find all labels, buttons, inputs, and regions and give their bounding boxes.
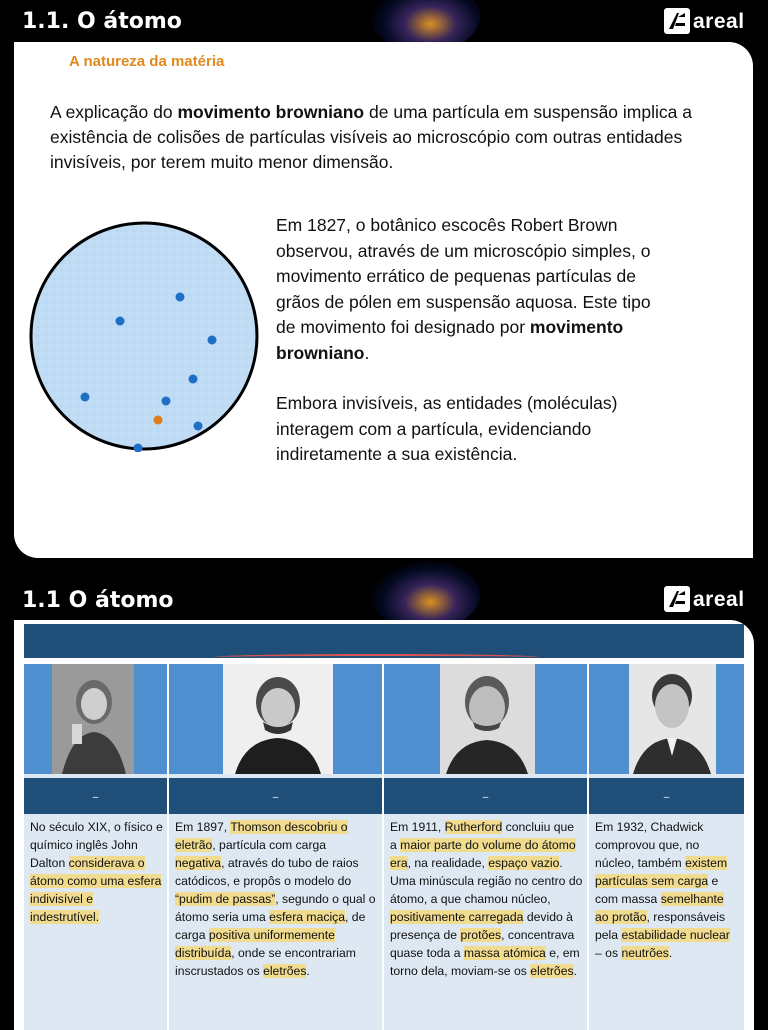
timeline-column-dalton [24, 664, 167, 1030]
description-text: , segundo o qual o átomo seria uma [175, 892, 376, 924]
header-marker: – [482, 792, 489, 803]
thomson-description [175, 818, 378, 980]
brown-paragraph [276, 213, 666, 366]
chadwick-portrait [629, 664, 716, 774]
highlighted-text: neutrões [621, 946, 669, 960]
intro-paragraph [50, 100, 710, 175]
brown-text-end: . [364, 342, 370, 363]
header-marker: – [92, 792, 99, 803]
timeline-column-thomson [169, 664, 382, 1030]
description-text: e, em torno dela, moviam-se os [390, 946, 580, 978]
highlighted-text: existem partículas sem carga [595, 856, 728, 888]
description-text: , responsáveis pela [595, 910, 726, 942]
pollen-particle-dot [154, 416, 163, 425]
particle-dot [116, 317, 125, 326]
particle-dot [162, 397, 171, 406]
chadwick-description [595, 818, 740, 962]
highlighted-text: positiva uniformemente distribuída [175, 928, 335, 960]
highlighted-text: espaço vazio [488, 856, 560, 870]
highlighted-text: estabilidade nuclear [621, 928, 730, 942]
particle-dot [81, 393, 90, 402]
description-text: devido à presença de [390, 910, 573, 942]
column-header [384, 778, 587, 814]
highlighted-text: Rutherford [444, 820, 503, 834]
brand-name: areal [693, 9, 745, 33]
highlighted-text: Thomson descobriu o eletrão [175, 820, 348, 852]
column-header [169, 778, 382, 814]
areal-logo-icon [664, 586, 690, 612]
description-text: , concentrava quase toda a [390, 928, 575, 960]
timeline-column-chadwick [589, 664, 744, 1030]
description-text: concluiu que a [390, 820, 575, 852]
header-marker: – [663, 792, 670, 803]
particle-dot [194, 422, 203, 431]
microscope-field [31, 223, 257, 449]
highlighted-text: esfera maciça [269, 910, 346, 924]
section-subtitle: A natureza da matéria [69, 53, 225, 70]
highlighted-text: semelhante ao protão [595, 892, 724, 924]
dalton-description [30, 818, 163, 926]
brand-name: areal [693, 587, 745, 611]
description-text: Em 1897, [175, 820, 231, 834]
particle-dot [176, 293, 185, 302]
intro-text: A explicação do [50, 102, 178, 122]
highlighted-text: considerava o átomo como uma esfera indivisível e indestrutível. [30, 856, 162, 924]
description-text: , através do tubo de raios catódicos, e propôs o modelo do [175, 856, 359, 888]
highlighted-text: eletrões [263, 964, 307, 978]
red-annotation-stroke [214, 654, 539, 660]
brown-text: Em 1827, o botânico escocês Robert Brown observou, através de um microscópio simples, o movimento errático de pequenas partículas de grãos de pólen em suspensão aquosa. Este tipo de movimento foi designado por [276, 215, 651, 337]
description-text: Em 1911, [390, 820, 445, 834]
description-text: Em 1932, Chadwick comprovou que, no núcleo, também [595, 820, 704, 870]
description-text: . [668, 946, 673, 960]
description-text: e com massa [595, 874, 719, 906]
brown-bold: movimento browniano [276, 317, 624, 363]
dalton-portrait [52, 664, 134, 774]
description-text: . [306, 964, 310, 978]
description-text: No século XIX, o físico e químico inglês John Dalton [30, 820, 163, 870]
areal-logo [664, 8, 745, 34]
microscope-field-illustration [28, 220, 260, 452]
timeline-table [24, 664, 744, 1030]
particle-dot [189, 375, 198, 384]
thomson-portrait [223, 664, 333, 774]
timeline-column-rutherford [384, 664, 587, 1030]
intro-bold: movimento browniano [177, 102, 365, 122]
highlighted-text: negativa [175, 856, 222, 870]
highlighted-text: “pudim de passas” [175, 892, 276, 906]
highlighted-text: eletrões [530, 964, 574, 978]
timeline-card [14, 620, 754, 1030]
highlighted-text: maior parte do volume do átomo era [390, 838, 576, 870]
description-text: . [573, 964, 577, 978]
column-header [589, 778, 744, 814]
areal-logo-icon [664, 8, 690, 34]
timeline-title-bar [24, 624, 744, 658]
molecules-paragraph: Embora invisíveis, as entidades (moléculas) interagem com a partícula, evidenciando indiretamente a sua existência. [276, 393, 618, 464]
slide-atom-models [0, 578, 768, 1024]
slide-title: 1.1 O átomo [22, 588, 174, 613]
intro-text-end: de uma partícula em suspensão implica a existência de colisões de partículas visíveis ao microscópio com outras entidades invisíveis, por terem muito menor dimensão. [50, 102, 692, 172]
header-marker: – [272, 792, 279, 803]
highlighted-text: massa atómica [463, 946, 546, 960]
slide-title: 1.1. O átomo [22, 9, 182, 34]
particle-dot [208, 336, 217, 345]
description-text: , onde se encontrariam inscrustados os [175, 946, 356, 978]
highlighted-text: protões [460, 928, 502, 942]
highlighted-text: positivamente carregada [390, 910, 524, 924]
description-text: , partícula com carga [212, 838, 327, 852]
brown-text-column [276, 213, 666, 468]
rutherford-portrait [440, 664, 535, 774]
description-text: . Uma minúscula região no centro do átomo, a que chamou núcleo, [390, 856, 583, 906]
description-text: , de carga [175, 910, 366, 942]
areal-logo [664, 586, 745, 612]
column-header [24, 778, 167, 814]
rutherford-description [390, 818, 583, 980]
description-text: , na realidade, [407, 856, 489, 870]
description-text: – os [595, 946, 622, 960]
